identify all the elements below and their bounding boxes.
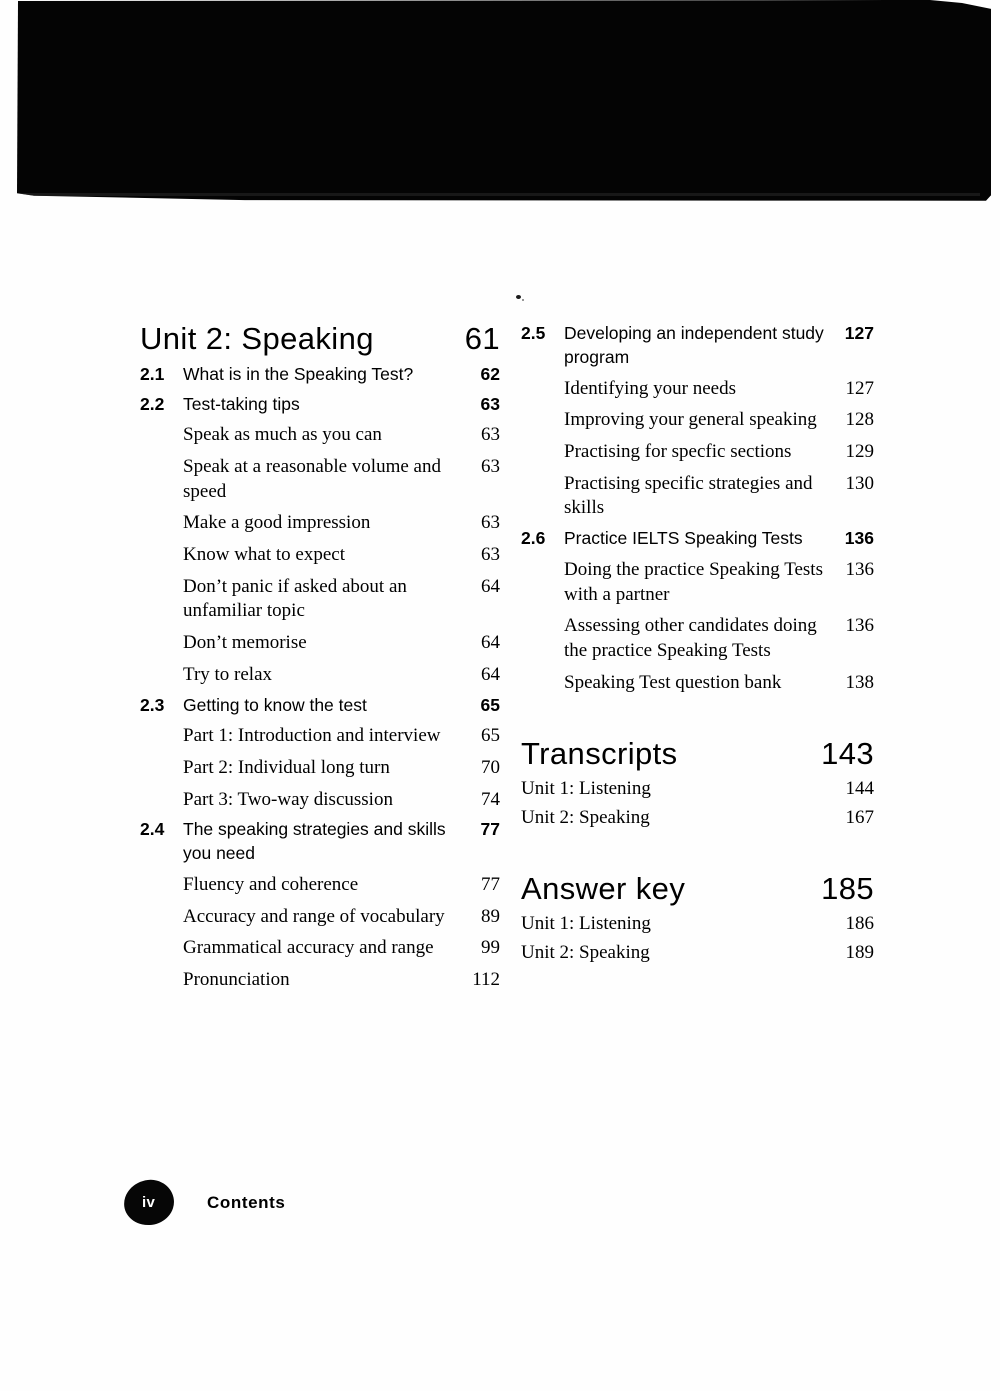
black-header-band [0, 0, 1000, 210]
toc-sub-row[interactable] [521, 377, 874, 402]
sub-page: 70 [481, 756, 500, 778]
scan-speck [516, 295, 521, 299]
section-number: 2.5 [521, 323, 546, 343]
toc-section-row[interactable] [140, 694, 500, 718]
toc-section-row[interactable] [140, 818, 500, 866]
sub-title: Pronunciation [183, 969, 290, 991]
plain-title: Unit 2: Speaking [521, 941, 650, 963]
sub-title: Part 2: Individual long turn [183, 756, 390, 778]
sub-page: 64 [481, 575, 500, 597]
sub-title: Don’t panic if asked about an unfamiliar topic [183, 575, 407, 622]
plain-page: 167 [845, 807, 874, 829]
section-number: 2.3 [140, 694, 165, 715]
sub-page: 128 [845, 409, 874, 431]
transcripts-heading-page: 143 [821, 736, 874, 772]
sub-title: Fluency and coherence [183, 873, 359, 895]
folio-badge [121, 1177, 176, 1228]
section-page: 62 [480, 363, 500, 384]
section-title: Test-taking tips [183, 393, 300, 414]
sub-title: Know what to expect [183, 544, 345, 566]
folio-number: iv [142, 1194, 156, 1211]
section-page: 65 [480, 694, 500, 715]
unit-heading-page: 61 [464, 321, 500, 356]
sub-title: Speak as much as you can [183, 424, 382, 446]
sub-page: 136 [845, 615, 874, 637]
sub-page: 64 [481, 632, 500, 654]
sub-title: Speaking Test question bank [564, 671, 782, 693]
section-page: 127 [844, 323, 874, 343]
toc-plain-row[interactable] [521, 776, 874, 801]
left-column [140, 322, 500, 993]
toc-sub-row[interactable] [140, 663, 500, 688]
sub-title: Identifying your needs [564, 377, 737, 399]
plain-page: 189 [845, 941, 874, 963]
sub-page: 129 [845, 440, 874, 462]
toc-sub-row[interactable] [521, 558, 874, 607]
toc-sub-row[interactable] [140, 756, 500, 781]
toc-sub-row[interactable] [140, 905, 500, 930]
section-page: 136 [844, 528, 874, 549]
toc-sub-row[interactable] [140, 724, 500, 749]
right-column [521, 322, 874, 965]
page-footer [124, 1180, 285, 1225]
scan-speck [522, 299, 524, 301]
answer-key-heading [521, 872, 874, 907]
toc-sub-row[interactable] [140, 631, 500, 656]
sub-title: Grammatical accuracy and range [183, 937, 434, 959]
plain-page: 186 [845, 912, 874, 934]
toc-sub-row[interactable] [140, 575, 500, 624]
toc-sub-row[interactable] [521, 671, 874, 696]
footer-section-label: Contents [207, 1192, 286, 1212]
toc-plain-row[interactable] [521, 805, 874, 830]
toc-plain-row[interactable] [521, 940, 874, 965]
section-page: 77 [480, 819, 500, 840]
sub-page: 63 [481, 424, 500, 446]
toc-sub-row[interactable] [140, 788, 500, 813]
section-title: The speaking strategies and skills you need [183, 819, 446, 864]
answer-key-heading-page: 185 [821, 871, 874, 907]
unit-heading-title: Unit 2: Speaking [140, 321, 374, 356]
sub-page: 65 [481, 725, 500, 747]
toc-sub-row[interactable] [140, 543, 500, 568]
sub-page: 64 [481, 663, 500, 685]
toc-section-row[interactable] [140, 393, 500, 417]
sub-title: Accuracy and range of vocabulary [183, 905, 445, 927]
plain-title: Unit 2: Speaking [521, 807, 650, 829]
plain-title: Unit 1: Listening [521, 912, 651, 934]
toc-sub-row[interactable] [140, 968, 500, 993]
sub-title: Make a good impression [183, 512, 371, 534]
section-title: Developing an independent study program [564, 323, 824, 367]
unit-heading [140, 322, 500, 357]
sub-page: 63 [481, 544, 500, 566]
sub-page: 130 [845, 472, 874, 494]
sub-title: Assessing other candidates doing the practice Speaking Tests [564, 615, 817, 661]
sub-page: 112 [472, 969, 500, 991]
sub-page: 77 [481, 873, 500, 895]
toc-section-row[interactable] [521, 527, 874, 551]
section-page: 63 [480, 393, 500, 414]
toc-sub-row[interactable] [140, 423, 500, 448]
answer-key-heading-title: Answer key [521, 871, 686, 907]
sub-title: Improving your general speaking [564, 409, 817, 431]
sub-page: 89 [481, 905, 500, 927]
toc-section-row[interactable] [140, 363, 500, 387]
toc-sub-row[interactable] [521, 408, 874, 433]
sub-title: Don’t memorise [183, 632, 307, 654]
toc-section-row[interactable] [521, 322, 874, 370]
section-number: 2.2 [140, 393, 165, 414]
toc-sub-row[interactable] [140, 873, 500, 898]
sub-page: 63 [481, 512, 500, 534]
toc-sub-row[interactable] [140, 936, 500, 961]
sub-title: Part 3: Two-way discussion [183, 788, 393, 810]
sub-title: Part 1: Introduction and interview [183, 725, 441, 747]
sub-title: Speak at a reasonable volume and speed [183, 456, 441, 502]
sub-page: 138 [845, 671, 874, 693]
toc-sub-row[interactable] [521, 472, 874, 521]
toc-sub-row[interactable] [521, 440, 874, 465]
toc-sub-row[interactable] [140, 511, 500, 536]
sub-page: 63 [481, 456, 500, 477]
sub-page: 136 [845, 558, 874, 580]
toc-plain-row[interactable] [521, 911, 874, 936]
toc-sub-row[interactable] [521, 614, 874, 663]
sub-title: Practising for specfic sections [564, 440, 792, 462]
section-title: Getting to know the test [183, 694, 367, 715]
sub-page: 74 [481, 788, 500, 810]
sub-title: Try to relax [183, 663, 273, 685]
section-title: What is in the Speaking Test? [183, 363, 414, 384]
plain-page: 144 [845, 777, 874, 799]
sub-page: 127 [845, 377, 874, 399]
sub-title: Practising specific strategies and skills [564, 472, 813, 519]
section-number: 2.4 [140, 819, 165, 840]
sub-title: Doing the practice Speaking Tests with a partner [564, 558, 823, 605]
section-title: Practice IELTS Speaking Tests [564, 528, 803, 549]
toc-sub-row[interactable] [140, 455, 500, 504]
sub-page: 99 [481, 937, 500, 959]
section-number: 2.6 [521, 528, 546, 549]
plain-title: Unit 1: Listening [521, 777, 651, 799]
transcripts-heading-title: Transcripts [521, 736, 678, 772]
section-number: 2.1 [140, 363, 165, 384]
transcripts-heading [521, 737, 874, 772]
